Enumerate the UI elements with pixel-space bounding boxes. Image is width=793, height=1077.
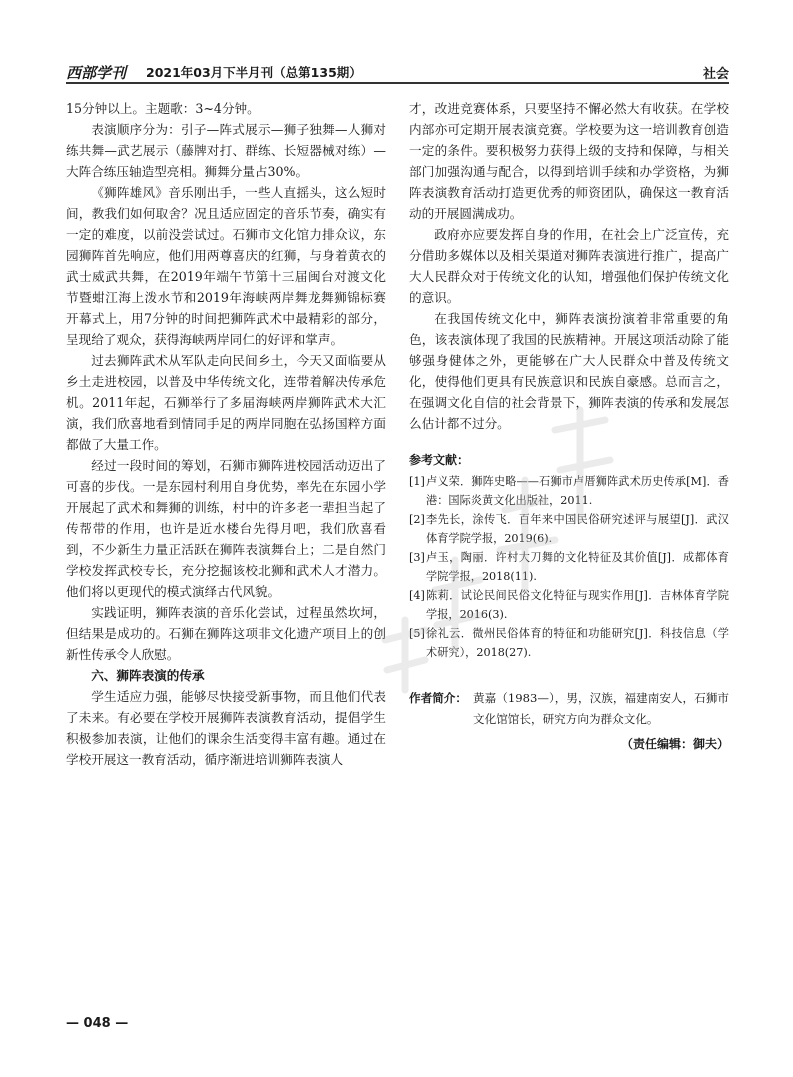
reference-item — [409, 586, 729, 624]
author-text: 黄嘉（1983—），男，汉族，福建南安人，石狮市文化馆馆长，研究方向为群众文化。 — [473, 691, 729, 726]
running-header — [66, 60, 729, 82]
page-number: — 048 — — [66, 1016, 129, 1031]
body-paragraph: 过去狮阵武术从军队走向民间乡土，今天又面临要从乡土走进校园，以普及中华传统文化，连带着解决传承危机。2011年起，石狮举行了多届海峡两岸狮阵武术大汇演，我们欣喜地看到情同手足的两岸同胞在弘扬国粹方面都做了大量工作。 — [66, 353, 386, 452]
reference-number: [4] — [409, 589, 425, 602]
reference-text: 徐礼云．微州民俗体育的特征和功能研究[J]．科技信息（学术研究），2018(27). — [426, 627, 729, 659]
reference-number: [2] — [409, 513, 425, 526]
body-paragraph: 15分钟以上。主题歌：3~4分钟。 — [66, 101, 260, 116]
references-title: 参考文献： — [409, 453, 470, 467]
reference-item — [409, 510, 729, 548]
header-rule — [66, 82, 729, 84]
author-bio — [409, 688, 729, 730]
reference-number: [1] — [409, 475, 425, 488]
reference-text: 卢义荣．狮阵史略——石狮市卢厝狮阵武术历史传承[M]．香港：国际炎黄文化出版社，2011. — [426, 475, 729, 507]
reference-item — [409, 548, 729, 586]
section-heading: 六、狮阵表演的传承 — [91, 668, 205, 683]
journal-logo: 西部学刊 — [66, 64, 127, 82]
section-name: 社会 — [702, 67, 729, 82]
body-paragraph: 才，改进竞赛体系，只要坚持不懈必然大有收获。在学校内部亦可定期开展表演竞赛。学校要为这一培训教育创造一定的条件。要积极努力获得上级的支持和保障，与相关部门加强沟通与配合，以得到培训手续和办学资格，为狮阵表演教育活动打造更优秀的师资团队，确保这一教育活动的开展圆满成功。 — [409, 101, 729, 221]
reference-number: [5] — [409, 627, 425, 640]
body-paragraph: 表演顺序分为：引子—阵式展示—狮子独舞—人狮对练共舞—武艺展示（藤牌对打、群练、长短器械对练）—大阵合练压轴造型亮相。狮舞分量占30%。 — [66, 122, 386, 179]
reference-item — [409, 624, 729, 662]
body-paragraph: 政府亦应要发挥自身的作用，在社会上广泛宣传，充分借助多媒体以及相关渠道对狮阵表演进行推广，提高广大人民群众对于传统文化的认知，增强他们保护传统文化的意识。 — [409, 227, 729, 305]
reference-number: [3] — [409, 551, 425, 564]
references-list — [409, 472, 729, 662]
reference-text: 陈莉．试论民间民俗文化特征与现实作用[J]．吉林体育学院学报，2016(3). — [426, 589, 729, 621]
issue-info: 2021年03月下半月刊（总第135期） — [146, 65, 362, 80]
right-column — [409, 98, 729, 755]
body-paragraph: 在我国传统文化中，狮阵表演扮演着非常重要的角色，该表演体现了我国的民族精神。开展这项活动除了能够强身健体之外，更能够在广大人民群众中普及传统文化，使得他们更具有民族意识和民族自豪感。总而言之，在强调文化自信的社会背景下，狮阵表演的传承和发展怎么估计都不过分。 — [409, 311, 729, 431]
left-column — [66, 98, 386, 770]
body-paragraph: 实践证明，狮阵表演的音乐化尝试，过程虽然坎坷，但结果是成功的。石狮在狮阵这项非文化遗产项目上的创新性传承令人欣慰。 — [66, 605, 386, 662]
body-paragraph: 经过一段时间的筹划，石狮市狮阵进校园活动迈出了可喜的步伐。一是东园村利用自身优势，率先在东园小学开展起了武术和舞狮的训练，村中的许多老一辈担当起了传帮带的作用，也许是近水楼台先得月吧，我们欣喜看到，不少新生力量正活跃在狮阵表演舞台上；二是自然门学校发挥武校专长，充分挖掘该校北狮和武术人才潜力。他们将以更现代的模式演绎古代风貌。 — [66, 458, 386, 599]
reference-text: 李先长，涂传飞．百年来中国民俗研究述评与展望[J]．武汉体育学院学报，2019(6). — [426, 513, 729, 545]
body-paragraph: 学生适应力强，能够尽快接受新事物，而且他们代表了未来。有必要在学校开展狮阵表演教育活动，提倡学生积极参加表演，让他们的课余生活变得丰富有趣。通过在学校开展这一教育活动，循序渐进培训狮阵表演人 — [66, 689, 386, 767]
reference-item — [409, 472, 729, 510]
reference-text: 卢玉，陶丽．许村大刀舞的文化特征及其价值[J]．成都体育学院学报，2018(11). — [426, 551, 729, 583]
author-label: 作者简介： — [409, 691, 467, 705]
responsible-editor: （责任编辑：御夫） — [620, 737, 729, 751]
body-paragraph: 《狮阵雄风》音乐刚出手，一些人直摇头，这么短时间，教我们如何取舍？况且适应固定的音乐节奏，确实有一定的难度，以前没尝试过。石狮市文化馆力排众议，东园狮阵首先响应，他们用两尊喜庆的红狮，与身着黄衣的武士威武共舞，在2019年端午节第十三届闽台对渡文化节暨蚶江海上泼水节和2019年海峡两岸舞龙舞狮锦标赛开幕式上，用7分钟的时间把狮阵武术中最精彩的部分，呈现给了观众，获得海峡两岸同仁的好评和掌声。 — [66, 185, 386, 347]
